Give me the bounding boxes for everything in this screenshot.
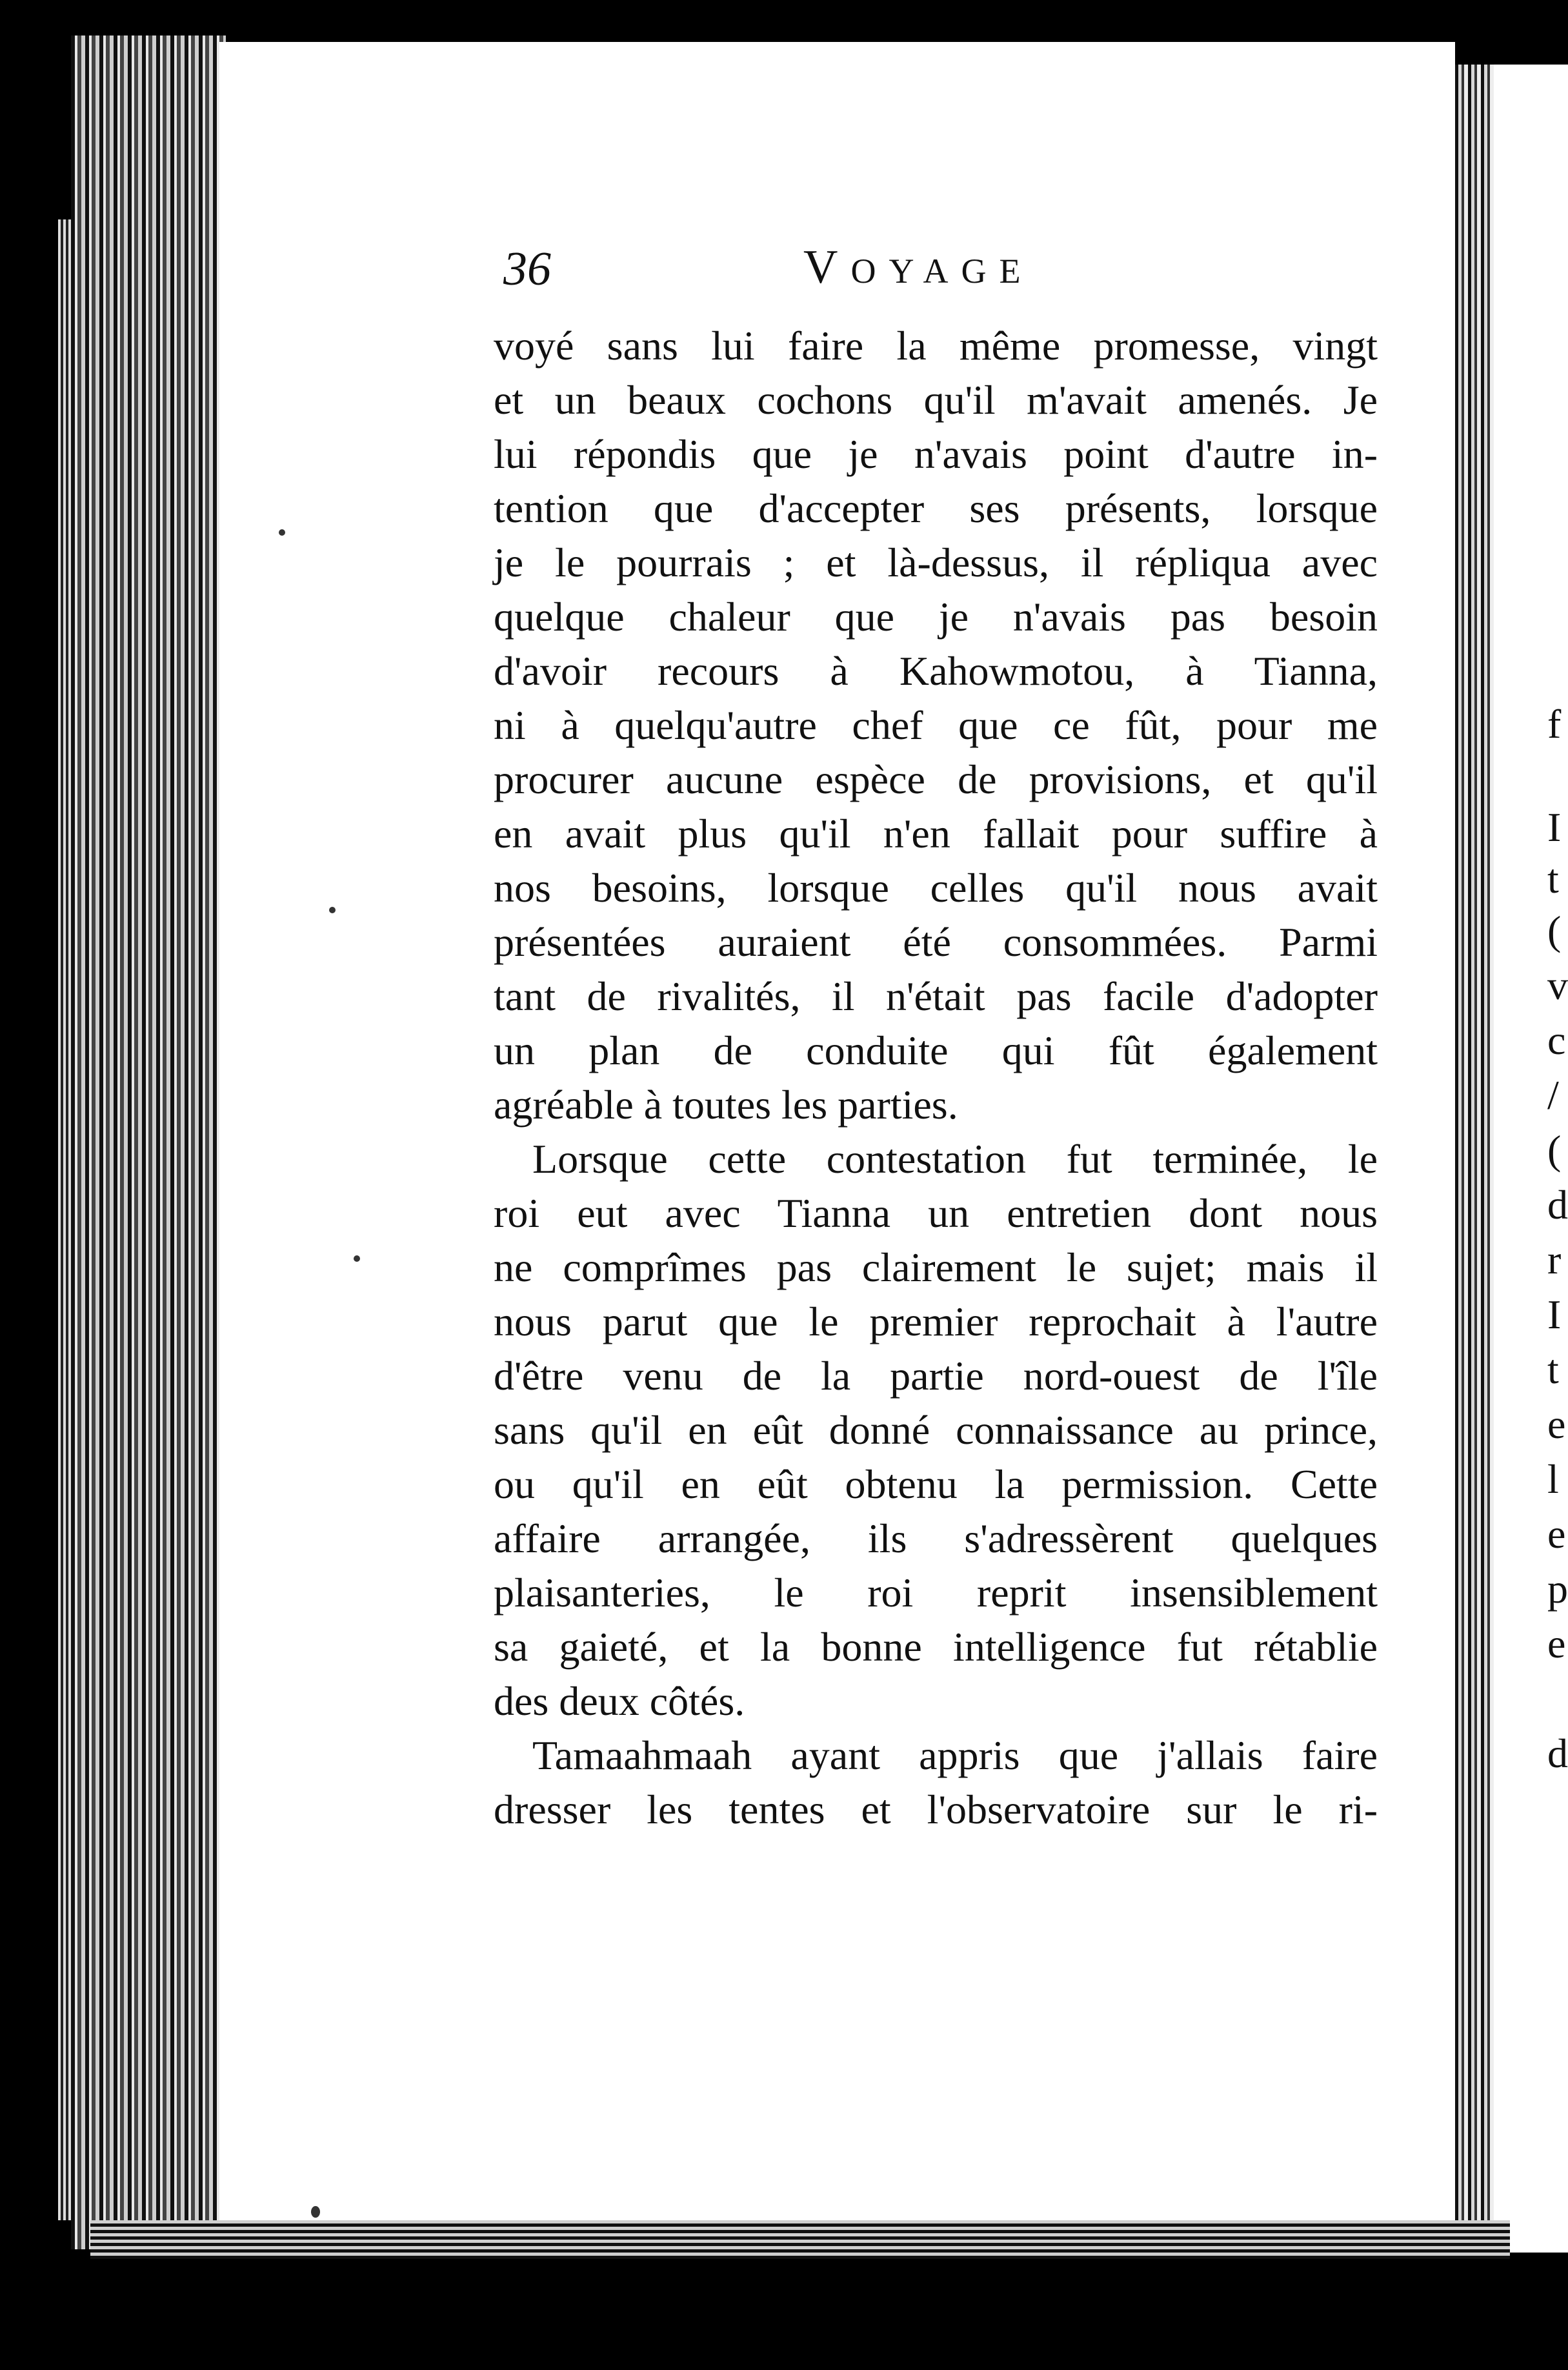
running-title-initial: V	[803, 241, 851, 294]
text-line: sans qu'il en eût donné connaissance au prince,	[494, 1407, 1378, 1453]
text-line: quelque chaleur que je n'avais pas besoin	[494, 594, 1378, 640]
paragraph-end-line: agréable à toutes les parties.	[494, 1082, 958, 1128]
running-title	[803, 240, 1033, 295]
text-line: roi eut avec Tianna un entretien dont nous	[494, 1190, 1378, 1236]
paragraph-start-line: Tamaahmaah ayant appris que j'allais faire	[532, 1732, 1378, 1778]
neighbour-fragment: e	[1547, 1401, 1566, 1447]
text-line: d'avoir recours à Kahowmotou, à Tianna,	[494, 648, 1378, 694]
page-gutter	[1455, 65, 1494, 2253]
text-line: voyé sans lui faire la même promesse, vingt	[494, 323, 1378, 369]
body-text	[494, 319, 1378, 1837]
text-line: affaire arrangée, ils s'adressèrent quelques	[494, 1515, 1378, 1561]
text-line: nos besoins, lorsque celles qu'il nous avait	[494, 865, 1378, 911]
book-bottom-edge	[90, 2220, 1510, 2259]
neighbour-fragment: c	[1547, 1017, 1566, 1063]
neighbour-fragment: t	[1547, 856, 1559, 902]
scan-speck	[279, 529, 285, 536]
book-fore-edge	[71, 35, 226, 2249]
text-line: tant de rivalités, il n'était pas facile d'adopter	[494, 973, 1378, 1019]
text-line: un plan de conduite qui fût également	[494, 1028, 1378, 1073]
text-line: tention que d'accepter ses présents, lorsque	[494, 485, 1378, 531]
neighbour-fragment: f	[1547, 701, 1562, 747]
text-line: lui répondis que je n'avais point d'autre in-	[494, 431, 1378, 477]
neighbour-fragment: l	[1547, 1456, 1559, 1502]
text-line: plaisanteries, le roi reprit insensiblement	[494, 1570, 1378, 1615]
text-line: sa gaieté, et la bonne intelligence fut rétablie	[494, 1624, 1378, 1670]
neighbour-fragment: I	[1547, 1291, 1562, 1337]
neighbour-fragment: t	[1547, 1346, 1559, 1392]
paragraph-end-line: des deux côtés.	[494, 1678, 745, 1724]
paragraph-start-line: Lorsque cette contestation fut terminée, le	[532, 1136, 1378, 1182]
text-line: procurer aucune espèce de provisions, et qu'il	[494, 756, 1378, 802]
text-line: présentées auraient été consommées. Parmi	[494, 919, 1378, 965]
neighbour-fragment: I	[1547, 804, 1562, 850]
neighbour-fragment: (	[1547, 907, 1562, 953]
neighbour-fragment: e	[1547, 1621, 1566, 1666]
running-title-rest: OYAGE	[850, 252, 1034, 290]
scan-speck	[311, 2206, 320, 2218]
text-line: et un beaux cochons qu'il m'avait amenés. Je	[494, 377, 1378, 423]
text-line: ou qu'il en eût obtenu la permission. Cette	[494, 1461, 1378, 1507]
text-line: d'être venu de la partie nord-ouest de l'île	[494, 1353, 1378, 1399]
text-line: nous parut que le premier reprochait à l'autre	[494, 1299, 1378, 1344]
neighbour-fragment: d	[1547, 1182, 1568, 1228]
text-line: dresser les tentes et l'observatoire sur le ri-	[494, 1787, 1378, 1832]
scan-speck	[329, 907, 336, 913]
text-line: ne comprîmes pas clairement le sujet; mais il	[494, 1244, 1378, 1290]
neighbour-fragment: v	[1547, 962, 1568, 1008]
page-number: 36	[503, 243, 551, 296]
neighbour-fragment: p	[1547, 1566, 1568, 1612]
neighbour-fragment: /	[1547, 1072, 1559, 1118]
neighbour-fragment: e	[1547, 1511, 1566, 1557]
neighbour-fragment: d	[1547, 1730, 1568, 1776]
neighbour-fragment: (	[1547, 1127, 1562, 1173]
neighbour-fragment: r	[1547, 1237, 1562, 1282]
text-line: je le pourrais ; et là-dessus, il répliqua avec	[494, 540, 1378, 585]
text-line: en avait plus qu'il n'en fallait pour suffire à	[494, 811, 1378, 856]
text-line: ni à quelqu'autre chef que ce fût, pour me	[494, 702, 1378, 748]
scan-speck	[354, 1255, 360, 1262]
